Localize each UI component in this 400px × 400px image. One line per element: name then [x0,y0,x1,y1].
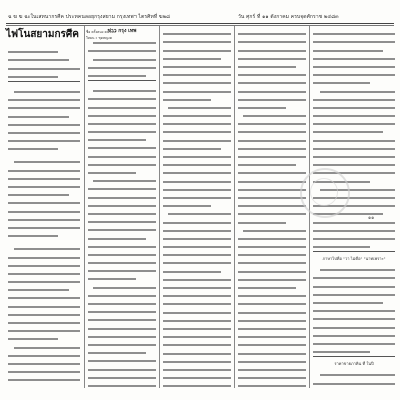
nameplate-box-line-2: ใหมน ะ ชุดหญงค [86,36,112,40]
column-3 [163,28,231,388]
column-2 [88,28,156,388]
column-1 [8,46,80,388]
masthead-rule-secondary [6,25,394,26]
page-number: ๑๑ [368,215,375,221]
column-rule [84,26,85,388]
masthead-rule [6,23,394,24]
column-rule [234,26,235,388]
masthead-left: ฉ ฆ ฆ ฉะในเสทนากรศีค ประทคนลอยุกรุงสยาม กรุงเทพฯ ไตรศิทที่ ฆ๒๘ [8,14,171,20]
faint-seal-watermark [300,168,350,218]
column-2-title: ข่าว กรุง เทพ [107,28,137,34]
column-6-heading: ราคาขายภาคิน ที่ ในปี [334,361,374,367]
column-4 [238,28,306,388]
column-5-heading: ภาษาไปคือ "วา ไม่คือ" "นาทเพราะ" [322,256,386,262]
masthead-right: วัน ศุกร์ ที่ ๑๑ ตังกาคม ครบจุดศักราช ๒๔๘๓ [238,14,339,20]
nameplate-box-line-1: ชื่อ ครั้งคนง คนโขพ [86,30,116,34]
column-rule [159,26,160,388]
nameplate: ไฟโนสยามกรศีค [6,29,79,40]
